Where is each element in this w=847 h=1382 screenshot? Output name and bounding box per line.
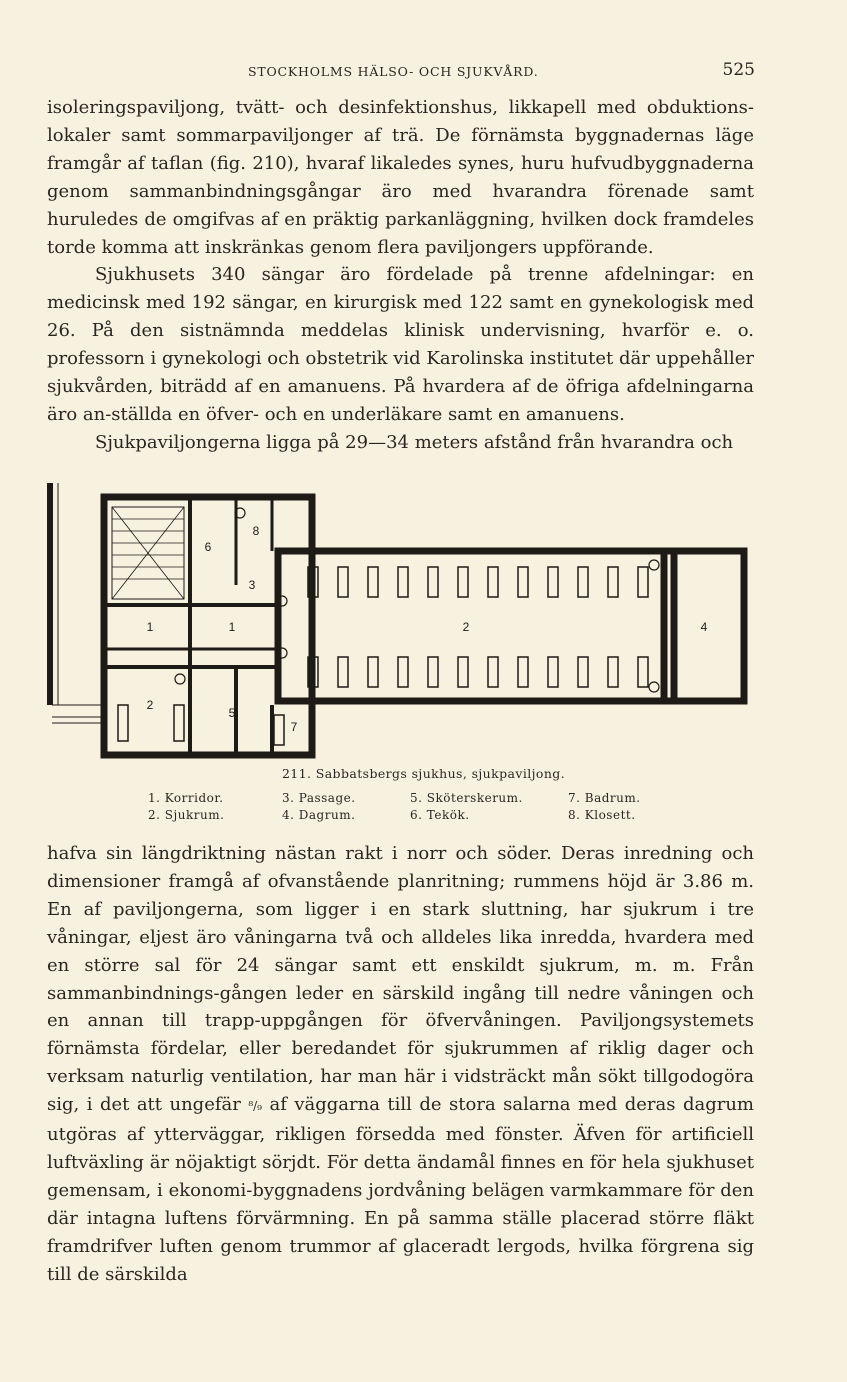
paragraph-4-part-a: hafva sin längdriktning nästan rakt i norr och söder. Deras inredning och dimensioner framgå af ofvanstående planritning; rummens höjd är 3.86 m. En af paviljongerna, som ligger i en stark sluttning, har sjukrum i tre våningar, eljest äro våningarna två och alldeles lika inredda, hvardera med en större sal för 24 sängar samt ett enskildt sjukrum, m. m. Från sammanbindnings-gången leder en särskild ingång till nedre våningen och en annan till trapp-uppgången för öfvervåningen. Paviljongsystemets förnämsta fördelar, eller beredandet för sjukrummen af riklig dager och verksam naturlig ventilation, har man här i vidsträckt mån sökt tillgodogöra sig, i det att ungefär: [47, 843, 754, 1116]
legend-item-6: [410, 807, 470, 823]
legend-name: Dagrum.: [298, 808, 356, 822]
floor-plan-drawing: [40, 455, 760, 760]
room-label-sickroom: 2: [146, 698, 154, 712]
legend-name: Klosett.: [584, 808, 636, 822]
legend-name: Passage.: [298, 791, 356, 805]
room-label-toilet: 8: [252, 524, 260, 538]
room-label-kitchen: 6: [204, 540, 212, 554]
legend-item-5: [410, 790, 523, 806]
bed-row-lower: [308, 657, 648, 687]
paragraph-4: [47, 840, 754, 1289]
legend-item-3: [282, 790, 356, 806]
page-header: [0, 62, 847, 86]
room-label-passage: 3: [248, 578, 256, 592]
legend-name: Sjukrum.: [164, 808, 225, 822]
room-label-corridor-a: 1: [146, 620, 154, 634]
connector-wall: [47, 483, 53, 705]
legend-item-1: [148, 790, 224, 806]
body-text-top: [47, 94, 754, 457]
page-number: 525: [722, 60, 755, 80]
room-label-dayroom: 4: [700, 620, 708, 634]
legend-name: Badrum.: [584, 791, 641, 805]
floor-plan-figure: [40, 455, 760, 760]
legend-num: 2.: [148, 808, 161, 822]
running-head: STOCKHOLMS HÄLSO- OCH SJUKVÅRD.: [248, 64, 539, 79]
bed-row-upper: [308, 567, 648, 597]
body-text-bottom: [47, 840, 754, 1289]
paragraph-2: Sjukhusets 340 sängar äro fördelade på trenne afdelningar: en medicinsk med 192 sängar, en kirurgisk med 122 samt en gynekologisk med 26. På den sistnämnda meddelas klinisk undervisning, hvarför e. o. professorn i gynekologi och obstetrik vid Karolinska institutet där uppehåller sjukvården, biträdd af en amanuens. På hvardera af de öfriga afdelningarna äro an-ställda en öfver- och en underläkare samt en amanuens.: [47, 264, 754, 425]
legend-item-8: [568, 807, 636, 823]
legend-item-7: [568, 790, 641, 806]
legend-name: Korridor.: [164, 791, 224, 805]
fraction-eight-ninths: ⁸/₉: [248, 1099, 262, 1114]
legend-item-4: [282, 807, 355, 823]
paragraph-4-part-b: af väggarna till de stora salarna med deras dagrum utgöras af ytterväggar, rikligen försedda med fönster. Äfven för artificiell luftväxling är nöjaktigt sörjdt. För detta ändamål finnes en för hela sjukhuset gemensam, i ekonomi-byggnadens jordvåning belägen varmkammare för den där intagna luftens förvärmning. En på samma ställe placerad större fläkt framdrifver luften genom trummor af glaceradt lergods, hvilka förgrena sig till de särskilda: [47, 1094, 754, 1285]
room-label-ward: 2: [462, 620, 470, 634]
legend-num: 5.: [410, 791, 423, 805]
legend-num: 3.: [282, 791, 295, 805]
legend-num: 8.: [568, 808, 581, 822]
room-label-nurse: 5: [228, 706, 236, 720]
legend-num: 7.: [568, 791, 581, 805]
room-label-bath: 7: [290, 720, 298, 734]
paragraph-3: Sjukpaviljongerna ligga på 29—34 meters afstånd från hvarandra och: [95, 431, 734, 453]
room-label-corridor-b: 1: [228, 620, 236, 634]
legend-name: Sköterskerum.: [426, 791, 523, 805]
legend-num: 4.: [282, 808, 295, 822]
paragraph-1: isoleringspaviljong, tvätt- och desinfektionshus, likkapell med obduktions-lokaler samt sommarpaviljonger af trä. De förnämsta byggnadernas läge framgår af taflan (fig. 210), hvaraf likaledes synes, huru hufvudbyggnaderna genom sammanbindningsgångar äro med hvarandra förenade samt huruledes de omgifvas af en präktig parkanläggning, hvilken dock framdeles torde komma att inskränkas genom flera paviljongers uppförande.: [47, 97, 754, 258]
legend-item-2: [148, 807, 224, 823]
legend-num: 6.: [410, 808, 423, 822]
legend-num: 1.: [148, 791, 161, 805]
legend-name: Tekök.: [426, 808, 470, 822]
figure-caption: 211. Sabbatsbergs sjukhus, sjukpaviljong.: [281, 766, 566, 781]
